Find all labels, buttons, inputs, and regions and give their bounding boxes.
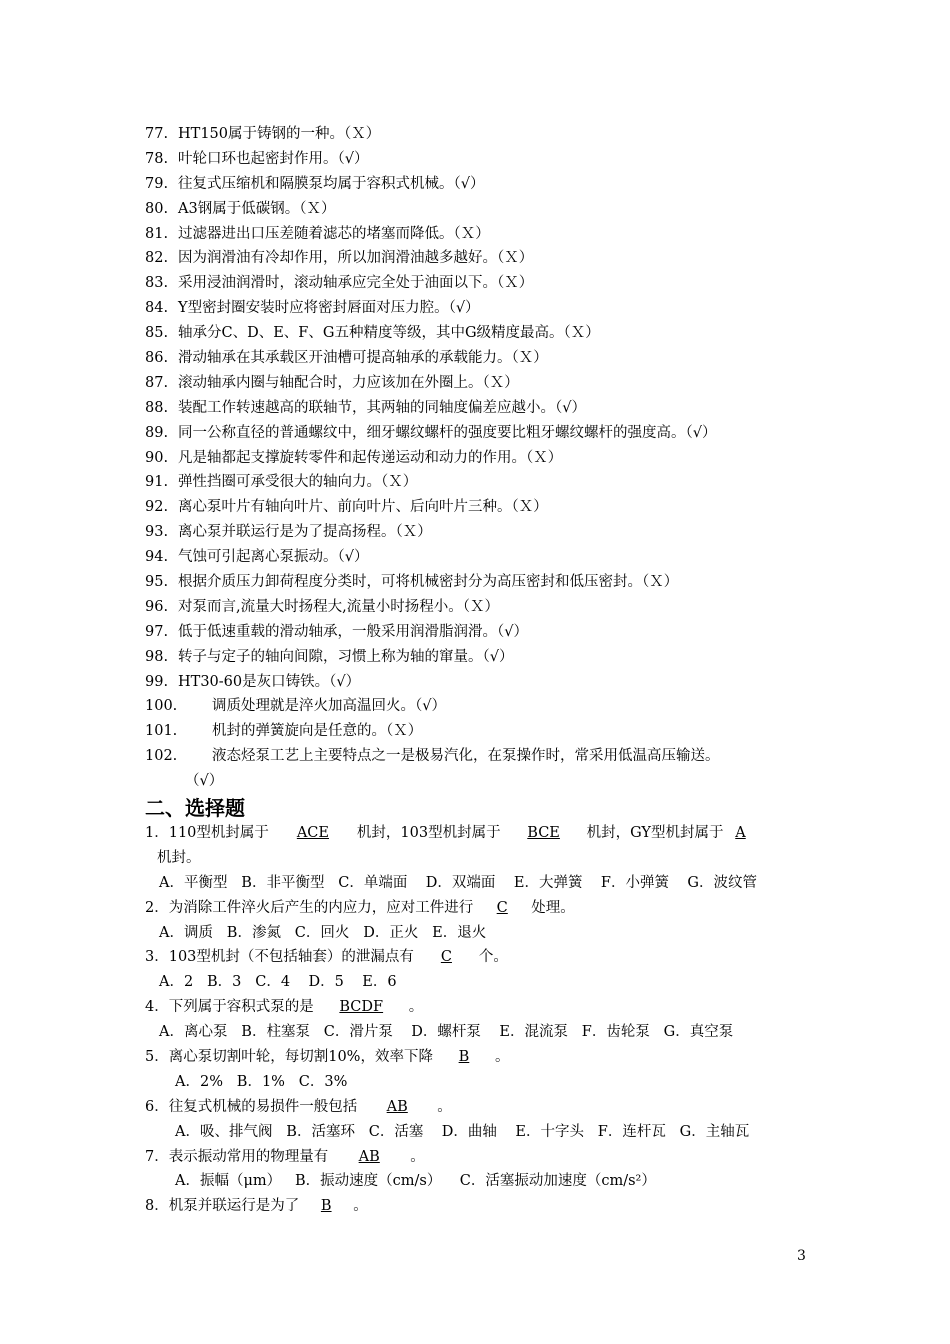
item-text: 转子与定子的轴向间隙，习惯上称为轴的窜量。（√） (178, 648, 514, 665)
tf-item (145, 545, 825, 570)
item-number: 98. (145, 648, 169, 665)
tf-item (145, 446, 825, 471)
item-number: 90. (145, 449, 169, 466)
item-text: Y型密封圈安装时应将密封唇面对压力腔。（√） (178, 300, 480, 317)
item-text: 液态烃泵工艺上主要特点之一是极易汽化，在泵操作时，常采用低温高压输送。 (212, 748, 720, 765)
item-text: 对泵而言,流量大时扬程大,流量小时扬程小。（Ｘ） (178, 598, 499, 615)
tf-item (145, 371, 825, 396)
item-number: 102. (145, 748, 178, 765)
tf-item (145, 122, 825, 147)
item-text: 滑动轴承在其承载区开油槽可提高轴承的承载能力。（Ｘ） (178, 350, 548, 367)
question-2-options: A．调质 B．渗氮 C．回火 D．正火 E．退火 (159, 924, 487, 941)
question-8: 8．机泵并联运行是为了 B 。 (145, 1194, 825, 1219)
tf-item (145, 744, 825, 769)
tf-item (145, 645, 825, 670)
item-text: 装配工作转速越高的联轴节，其两轴的同轴度偏差应越小。（√） (178, 399, 586, 416)
question-2: 2．为消除工件淬火后产生的内应力，应对工件进行 C 处理。 (145, 896, 825, 921)
true-false-list (145, 122, 825, 794)
tf-item (145, 147, 825, 172)
tf-item (145, 222, 825, 247)
item-number: 94. (145, 549, 169, 566)
answer-blank: BCDF (339, 999, 384, 1016)
item-number: 97. (145, 623, 169, 640)
item-text: HT150属于铸钢的一种。（Ｘ） (178, 126, 381, 142)
question-4: 4．下列属于容积式泵的是 BCDF 。 (145, 995, 825, 1020)
item-number: 79. (145, 175, 169, 192)
answer-blank: B (320, 1198, 332, 1215)
tf-item (145, 670, 825, 695)
question-3-options: A．2 B．3 C．4 D．5 E．6 (159, 974, 397, 991)
tf-item (145, 520, 825, 545)
item-text: 低于低速重载的滑动轴承，一般采用润滑脂润滑。（√） (178, 623, 528, 640)
tf-item (145, 346, 825, 371)
item-text: 调质处理就是淬火加高温回火。（√） (212, 698, 446, 715)
item-number: 99. (145, 673, 169, 690)
item-number: 83. (145, 275, 169, 292)
answer-blank: C (440, 949, 452, 966)
item-number: 85. (145, 325, 169, 342)
page-number: 3 (797, 1248, 806, 1264)
item-text: 轴承分C、D、E、F、G五种精度等级，其中G级精度最高。（Ｘ） (178, 325, 600, 342)
tf-item (145, 197, 825, 222)
item-number: 77. (145, 126, 169, 142)
tf-item (145, 719, 825, 744)
tf-item (145, 421, 825, 446)
item-number: 88. (145, 399, 169, 416)
item-text: 机封的弹簧旋向是任意的。（Ｘ） (212, 723, 423, 740)
item-number: 101. (145, 723, 178, 740)
item-text: 根据介质压力卸荷程度分类时，可将机械密封分为高压密封和低压密封。（Ｘ） (178, 574, 679, 591)
item-number: 84. (145, 300, 169, 317)
tf-item (145, 296, 825, 321)
tf-item (145, 570, 825, 595)
item-number: 93. (145, 524, 169, 541)
question-5: 5．离心泵切割叶轮，每切割10%，效率下降 B 。 (145, 1045, 825, 1070)
tf-item (145, 694, 825, 719)
item-number: 80. (145, 200, 169, 217)
tf-item (145, 271, 825, 296)
tf-item (145, 620, 825, 645)
question-7: 7．表示振动常用的物理量有 AB 。 (145, 1145, 825, 1170)
item-number: 82. (145, 250, 169, 267)
question-6: 6．往复式机械的易损件一般包括 AB 。 (145, 1095, 825, 1120)
item-number: 81. (145, 225, 169, 242)
item-number: 100. (145, 698, 178, 715)
item-text: 过滤器进出口压差随着滤芯的堵塞而降低。（Ｘ） (178, 225, 490, 242)
item-text: 因为润滑油有冷却作用，所以加润滑油越多越好。（Ｘ） (178, 250, 534, 267)
item-text: 气蚀可引起离心泵振动。（√） (178, 549, 369, 566)
tf-item (145, 470, 825, 495)
item-text: 离心泵并联运行是为了提高扬程。（Ｘ） (178, 524, 432, 541)
item-text: HT30-60是灰口铸铁。（√） (178, 673, 361, 690)
answer-blank: AB (358, 1148, 380, 1165)
item-number: 89. (145, 424, 169, 441)
item-number: 86. (145, 350, 169, 367)
question-1: 1．110型机封属于 ACE 机封，103型机封属于 BCE 机封，GY型机封属于 A (145, 821, 825, 846)
question-1-options: A．平衡型 B．非平衡型 C．单端面 D．双端面 E．大弹簧 F．小弹簧 G．波纹管 (159, 874, 757, 891)
tf-item (145, 246, 825, 271)
question-7-options: A．振幅（μm） B．振动速度（cm/s） C．活塞振动加速度（cm/s²） (175, 1173, 656, 1190)
item-text: 采用浸油润滑时，滚动轴承应完全处于油面以下。（Ｘ） (178, 275, 534, 292)
item-text: 弹性挡圈可承受很大的轴向力。（Ｘ） (178, 474, 418, 491)
tf-item (145, 396, 825, 421)
item-number: 96. (145, 598, 169, 615)
answer-blank: AB (386, 1098, 408, 1115)
section-title: 二、选择题 (145, 796, 245, 820)
tf-item (145, 595, 825, 620)
item-text: 滚动轴承内圈与轴配合时，力应该加在外圈上。（Ｘ） (178, 374, 519, 391)
item-number: 78. (145, 150, 169, 167)
question-4-options: A．离心泵 B．柱塞泵 C．滑片泵 D．螺杆泵 E．混流泵 F．齿轮泵 G．真空泵 (159, 1024, 734, 1041)
item-number: 95. (145, 574, 169, 591)
answer-blank: BCE (527, 825, 560, 841)
answer-blank: A (735, 825, 746, 841)
item-text: 往复式压缩机和隔膜泵均属于容积式机械。（√） (178, 175, 485, 192)
question-5-options: A．2% B．1% C．3% (175, 1073, 348, 1090)
question-6-options: A．吸、排气阀 B．活塞环 C．活塞 D．曲轴 E．十字头 F．连杆瓦 G．主轴瓦 (175, 1123, 750, 1140)
item-text: 凡是轴都起支撑旋转零件和起传递运动和动力的作用。（Ｘ） (178, 449, 563, 466)
item-text: A3钢属于低碳钢。（Ｘ） (178, 200, 336, 217)
multiple-choice-section (145, 821, 825, 1219)
tf-item (145, 172, 825, 197)
tf-item (145, 495, 825, 520)
item-number: 91. (145, 474, 169, 491)
question-3: 3．103型机封（不包括轴套）的泄漏点有 C 个。 (145, 945, 825, 970)
tf-item (145, 321, 825, 346)
item-text: 叶轮口环也起密封作用。（√） (178, 150, 369, 167)
item-text: 离心泵叶片有轴向叶片、前向叶片、后向叶片三种。（Ｘ） (178, 499, 548, 516)
answer-blank: C (496, 899, 508, 916)
question-1-cont: 机封。 (157, 849, 201, 866)
answer-blank: B (458, 1049, 470, 1066)
tf-item-continuation: （√） (185, 773, 224, 790)
answer-blank: ACE (296, 825, 329, 841)
item-text: 同一公称直径的普通螺纹中，细牙螺纹螺杆的强度要比粗牙螺纹螺杆的强度高。（√） (178, 424, 717, 441)
item-number: 92. (145, 499, 169, 516)
item-number: 87. (145, 374, 169, 391)
